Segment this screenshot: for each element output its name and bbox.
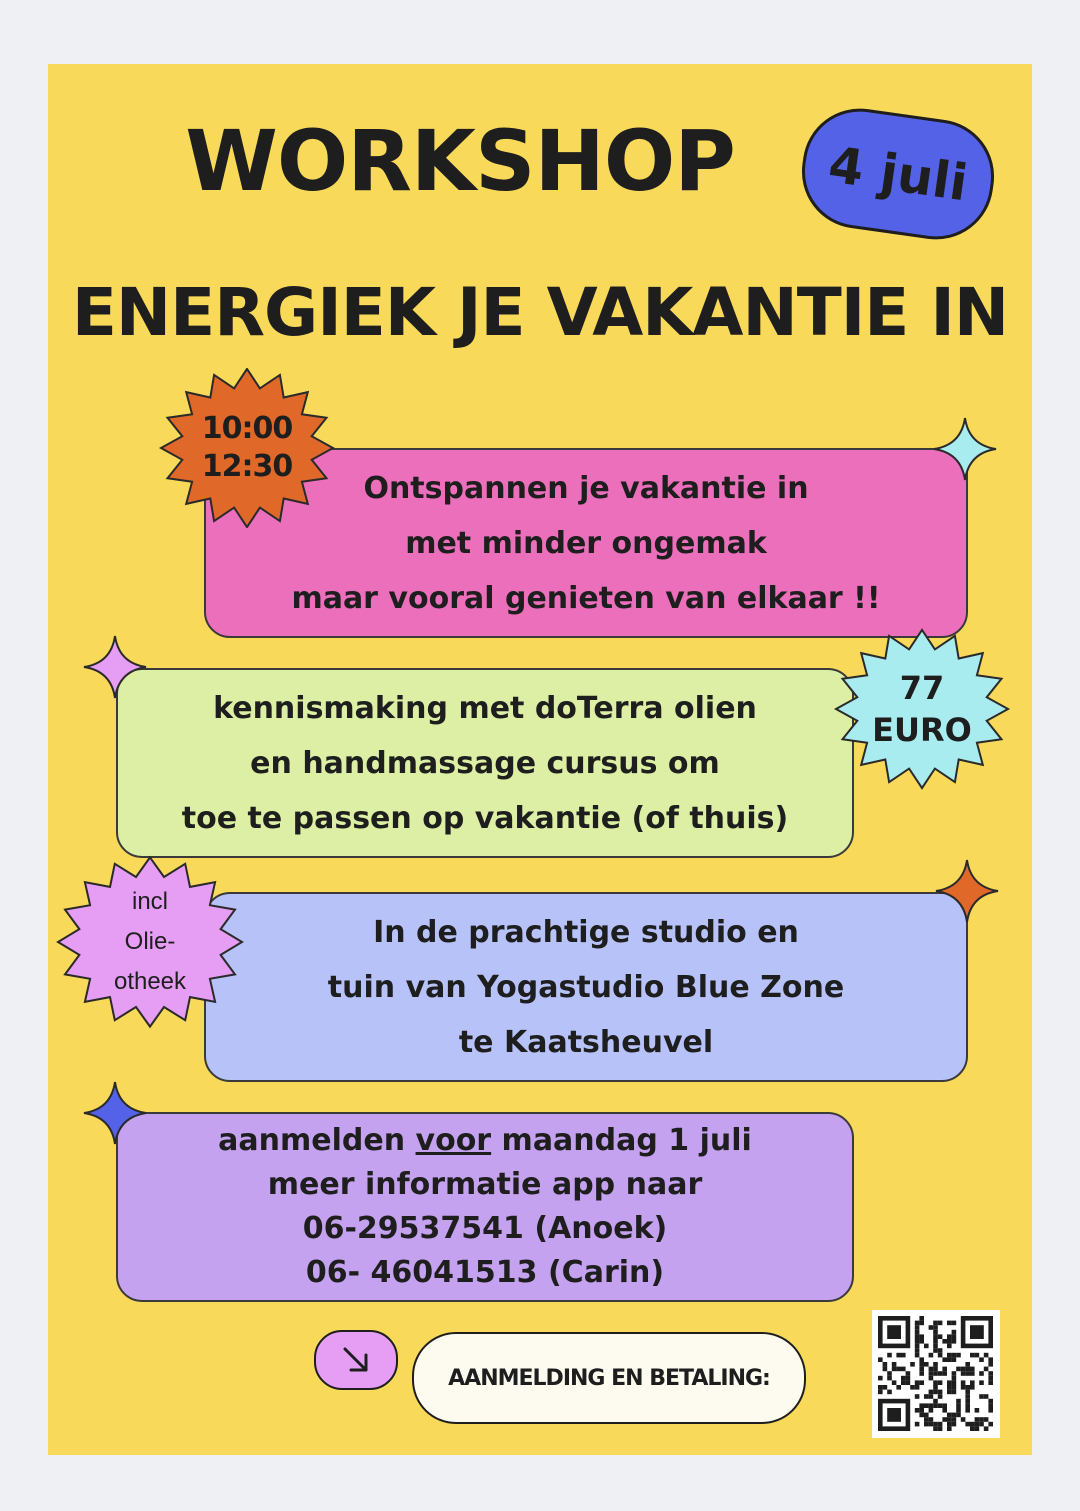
- intro-line: met minder ongemak: [405, 525, 767, 561]
- content-box: [116, 668, 854, 858]
- price-unit: EURO: [872, 711, 972, 749]
- qr-code-icon: [872, 1310, 1000, 1438]
- registration-pill[interactable]: [412, 1332, 806, 1424]
- sparkle-icon: [934, 858, 1000, 924]
- sparkle-icon: [82, 1080, 148, 1146]
- incl-line: otheek: [113, 968, 187, 995]
- price-badge: [832, 626, 1012, 792]
- content-line: en handmassage cursus om: [250, 745, 720, 781]
- qr-code[interactable]: [872, 1310, 1000, 1438]
- location-line: In de prachtige studio en: [373, 914, 799, 950]
- incl-line: incl: [131, 888, 168, 915]
- workshop-subtitle: ENERGIEK JE VAKANTIE IN: [71, 274, 1009, 351]
- price-amount: 77: [899, 669, 945, 707]
- intro-line: Ontspannen je vakantie in: [363, 470, 809, 506]
- arrow-button[interactable]: [314, 1330, 398, 1390]
- time-end: 12:30: [201, 449, 293, 484]
- registration-label: AANMELDING EN BETALING:: [448, 1365, 770, 1391]
- intro-line: maar vooral genieten van elkaar !!: [291, 580, 881, 616]
- workshop-title: WORKSHOP: [185, 112, 735, 210]
- contact-line-1: aanmelden voor maandag 1 juli: [218, 1123, 752, 1158]
- location-line: tuin van Yogastudio Blue Zone: [327, 969, 845, 1005]
- sparkle-icon: [82, 634, 148, 700]
- underlined-word: voor: [415, 1123, 492, 1158]
- poster: [48, 64, 1032, 1455]
- location-line: te Kaatsheuvel: [458, 1024, 714, 1060]
- arrow-down-right-icon: [339, 1343, 373, 1377]
- time-badge: [156, 368, 338, 528]
- date-pill: [795, 101, 1002, 247]
- phone-carin: 06- 46041513 (Carin): [305, 1255, 665, 1290]
- location-box: [204, 892, 968, 1082]
- contact-box: [116, 1112, 854, 1302]
- incl-line: Olie-: [124, 928, 176, 955]
- incl-badge: [56, 844, 244, 1040]
- time-start: 10:00: [201, 411, 293, 446]
- sparkle-icon: [932, 416, 998, 482]
- date-label: 4 juli: [825, 135, 971, 213]
- phone-anoek: 06-29537541 (Anoek): [302, 1211, 668, 1246]
- content-line: kennismaking met doTerra olien: [213, 690, 757, 726]
- content-line: toe te passen op vakantie (of thuis): [181, 800, 789, 836]
- contact-line-2: meer informatie app naar: [267, 1167, 703, 1202]
